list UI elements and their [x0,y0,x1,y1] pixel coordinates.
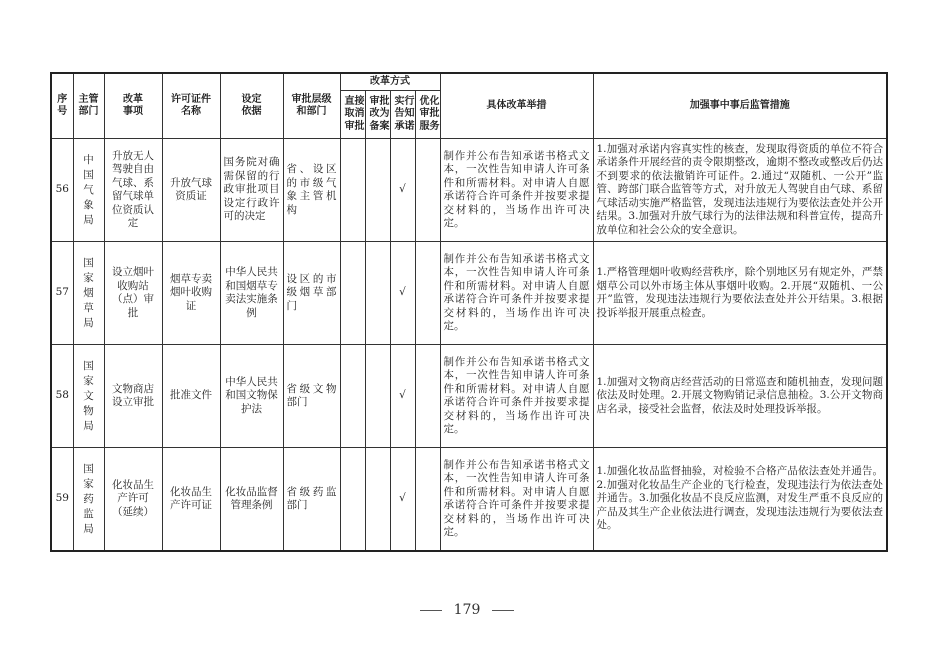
row-permit: 化妆品生产许可证 [162,448,220,552]
page-number [0,602,934,618]
row-permit: 升放气球资质证 [162,139,220,242]
row-permit: 烟草专卖烟叶收购证 [162,242,220,345]
row-mode-filing [365,139,390,242]
row-mode-notify: √ [390,448,415,552]
row-basis: 化妆品监督管理条例 [220,448,283,552]
row-level: 设区的市级烟草部门 [283,242,340,345]
reform-table [50,72,888,552]
page-number-dash-left [420,610,442,611]
row-mode-optimize [415,139,440,242]
row-dept: 国家文物局 [73,345,104,448]
row-mode-notify: √ [390,345,415,448]
row-item: 设立烟叶收购站（点）审批 [104,242,162,345]
row-mode-filing [365,345,390,448]
row-supervision: 1.加强对承诺内容真实性的核查，发现取得资质的单位不符合承诺条件开展经营的责令限期整改，逾期不整改或整改后仍达不到要求的依法撤销许可证件。2.通过“双随机、一公开”监管、跨部门联合监管等方式，对升放无人驾驶自由气球、系留气球活动实施严格监管，发现违法违规行为要依法查处并公开结果。3.加强对升放气球行为的法律法规和科普宣传，提高升放单位和社会公众的安全意识。 [593,139,887,242]
row-basis: 国务院对确需保留的行政审批项目设定行政许可的决定 [220,139,283,242]
header-mode-notify: 实行告知承诺 [390,91,415,139]
page-number-value: 179 [453,602,481,618]
row-measures: 制作并公布告知承诺书格式文本，一次性告知申请人许可条件和所需材料。对申请人自愿承诺符合许可条件并按要求提交材料的，当场作出许可决定。 [440,139,593,242]
row-dept: 中国气象局 [73,139,104,242]
header-level: 审批层级和部门 [283,73,340,139]
row-supervision: 1.加强对文物商店经营活动的日常巡查和随机抽查，发现问题依法及时处理。2.开展文物购销记录信息抽检。3.公开文物商店名录，接受社会监督，依法及时处理投诉举报。 [593,345,887,448]
header-mode-group: 改革方式 [340,73,440,91]
page-number-dash-right [492,610,514,611]
row-item: 文物商店设立审批 [104,345,162,448]
row-mode-cancel [340,242,365,345]
row-level: 省级药监部门 [283,448,340,552]
row-mode-notify: √ [390,139,415,242]
header-mode-filing: 审批改为备案 [365,91,390,139]
header-mode-cancel: 直接取消审批 [340,91,365,139]
row-mode-optimize [415,448,440,552]
row-seq: 58 [51,345,73,448]
row-mode-cancel [340,448,365,552]
row-seq: 59 [51,448,73,552]
row-mode-optimize [415,345,440,448]
row-basis: 中华人民共和国烟草专卖法实施条例 [220,242,283,345]
header-permit: 许可证件名称 [162,73,220,139]
row-level: 省级文物部门 [283,345,340,448]
row-mode-notify: √ [390,242,415,345]
row-measures: 制作并公布告知承诺书格式文本，一次性告知申请人许可条件和所需材料。对申请人自愿承诺符合许可条件并按要求提交材料的，当场作出许可决定。 [440,345,593,448]
row-dept: 国家烟草局 [73,242,104,345]
header-measures: 具体改革举措 [440,73,593,139]
row-seq: 56 [51,139,73,242]
row-measures: 制作并公布告知承诺书格式文本，一次性告知申请人许可条件和所需材料。对申请人自愿承诺符合许可条件并按要求提交材料的，当场作出许可决定。 [440,448,593,552]
row-mode-optimize [415,242,440,345]
row-basis: 中华人民共和国文物保护法 [220,345,283,448]
row-item: 升放无人驾驶自由气球、系留气球单位资质认定 [104,139,162,242]
header-dept: 主管部门 [73,73,104,139]
header-basis: 设定依据 [220,73,283,139]
table-row [51,242,887,345]
header-supervision: 加强事中事后监管措施 [593,73,887,139]
row-mode-cancel [340,345,365,448]
table-row [51,448,887,552]
row-level: 省、设区的市级气象主管机构 [283,139,340,242]
row-item: 化妆品生产许可（延续） [104,448,162,552]
header-mode-optimize: 优化审批服务 [415,91,440,139]
row-mode-filing [365,448,390,552]
table-row [51,139,887,242]
row-mode-cancel [340,139,365,242]
row-permit: 批准文件 [162,345,220,448]
row-dept: 国家药监局 [73,448,104,552]
row-mode-filing [365,242,390,345]
row-seq: 57 [51,242,73,345]
row-measures: 制作并公布告知承诺书格式文本，一次性告知申请人许可条件和所需材料。对申请人自愿承诺符合许可条件并按要求提交材料的，当场作出许可决定。 [440,242,593,345]
row-supervision: 1.加强化妆品监督抽验，对检验不合格产品依法查处并通告。2.加强对化妆品生产企业的飞行检查，发现违法行为依法查处并通告。3.加强化妆品不良反应监测，对发生严重不良反应的产品及其生产企业依法进行调查，发现违法违规行为要依法查处。 [593,448,887,552]
row-supervision: 1.严格管理烟叶收购经营秩序，除个别地区另有规定外，严禁烟草公司以外市场主体从事烟叶收购。2.开展“双随机、一公开”监管，发现违法违规行为要依法查处并公开结果。3.根据投诉举报开展重点检查。 [593,242,887,345]
header-seq: 序号 [51,73,73,139]
table-row [51,345,887,448]
header-item: 改革事项 [104,73,162,139]
